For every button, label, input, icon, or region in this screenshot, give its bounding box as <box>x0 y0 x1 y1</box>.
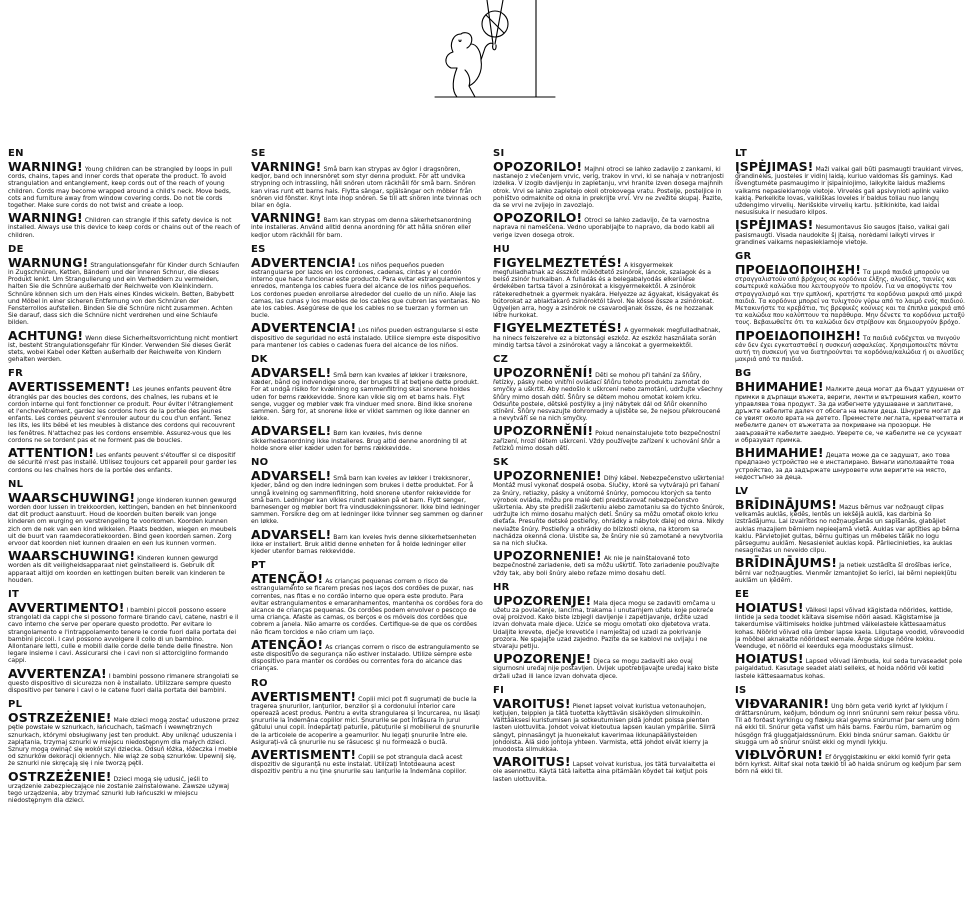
warning-paragraph <box>251 322 483 349</box>
warning-paragraph <box>8 599 240 665</box>
child-reaching-cord-prohibited-illustration <box>415 0 560 112</box>
warning-keyword: AVVERTENZA! <box>8 665 107 681</box>
warning-keyword: ATTENTION! <box>8 445 95 461</box>
warning-keyword: OPOZORILO! <box>493 159 583 174</box>
section-no <box>251 457 483 555</box>
section-dk <box>251 354 483 452</box>
warning-text: As crianças pequenas correm o risco de estrangulamento se ficarem presas nos laços dos cordões de puxar, nas correntes, nas fitas e no cordão interno que opera este produto. Para evitar estrangulamentos e emaranhamentos, mantenha os cordões fora do alcance de crianças pequenas. Os cordões podem envolver o pescoço de uma criança. Afaste as camas, os berços e os móveis dos cordões que cobrem a janela. Não amarre os cordões. Certifique-se de que os cordões não ficam torcidos e não criam um laço. <box>251 578 483 636</box>
warning-paragraph <box>735 557 965 584</box>
section-es <box>251 244 483 349</box>
warning-keyword: ADVERTENCIA! <box>251 320 357 336</box>
warning-paragraph <box>8 768 240 805</box>
warning-text: As crianças correm o risco de estrangulamento se este dispositivo de segurança não estiver instalado. Utilize sempre este dispositivo para manter os cordões ou correntes fora do alcance das crianças. <box>251 643 480 673</box>
warning-text: I bambini piccoli possono essere strangolati da cappi che si possono formare tirando cavi, catene, nastri e il cavo interno che serve per operare questo prodotto. Per evitare lo strangolamento e l'intrappolamento tenere le corde fuori dalla portata dei bambini piccoli. I cavi possono avvolgere il collo di un bambino. Allontanare letti, culle e mobili dalle corde delle tende delle finestre. Non legare insieme i cavi. Assicurarsi che i cavi non si attorciglino formando cappi. <box>8 606 239 665</box>
warning-keyword: VIÐVARANIR! <box>735 695 830 711</box>
warning-text: Ung börn geta verið kyrkt af lykkjum í dráttarsnúrum, keðjum, böndum og innri snúrunni sem rekur þessa vöru. Til að forðast kyrkingu og flækju skal geyma snúrurnar þar sem ung börn ná ekki til. Snúrur geta vafist um háls barns. Færðu rúm, barnarúm og húsgögn frá gluggatjaldssnúrum. Ekki binda snúrur saman. Gakktu úr skugga um að snúrur snúist ekki og myndi lykkju. <box>735 702 960 746</box>
warning-text: Pienet lapset voivat kuristua vetonauhojen, ketjujen, teippien ja tätä tuotetta käyttävän sisäköyden silmukoihin. Välttääksesi kuristumisen ja sotkeutumisen pidä johdot poissa pienten lasten ulottuvilta. Johdot voivat kietoutua lapsen kaulan ympärille. Siirrä sängyt, pinnasängyt ja huonekalut kaverimaa ikkunapäällysteiden johdoista. Älä sido johtoja yhteen. Varmista, että johdot eivät kierry ja muodosta silmukkaa. <box>493 702 716 753</box>
warning-keyword: WARNING! <box>8 159 83 174</box>
language-code: SI <box>493 148 505 159</box>
warning-keyword: ACHTUNG! <box>8 327 84 343</box>
warning-keyword: AVERTISSEMENT! <box>8 379 131 395</box>
warning-text: Mala djeca mogu se zadaviti omčama u užetu za povlačenje, lancima, trakama i unutarnjem užetu koje pokreće ovaj proizvod. Kako biste izbjegli davljenje i zapetljavanje, držite uzad izvan dohvata male djece. Uzice se mogu omotati oko djetetova vrata. Udaljite krevete, dječje krevetiće i namještaj od uzadi za pokrivanje prozora. Ne spajajte uzad zajedno. Pazite da se kablovi ne uvijaju i ne stvaraju petlju. <box>493 599 716 650</box>
language-code: EN <box>8 148 24 159</box>
language-code: FR <box>8 368 24 380</box>
warning-paragraph <box>8 254 240 327</box>
warning-paragraph <box>251 425 483 452</box>
warning-keyword: ADVERTENCIA! <box>251 254 357 270</box>
section-si <box>493 148 725 239</box>
warning-keyword: OSTRZEŻENIE! <box>8 710 112 726</box>
warning-paragraph <box>251 746 483 776</box>
warning-keyword: UPOZORNĚNÍ! <box>493 423 594 439</box>
warning-paragraph <box>251 367 483 422</box>
warning-text: Les enfants peuvent s'étouffer si ce dispositif de sécurité n'est pas installé. Utilisez toujours cet appareil pour garder les cordons ou les chaînes hors de la portée des enfants. <box>8 452 237 474</box>
warning-keyword: ĮSPĖJIMAS! <box>735 217 814 233</box>
language-code: HR <box>493 581 510 593</box>
language-code: GR <box>735 251 752 263</box>
warning-keyword: ADVARSEL! <box>251 468 332 484</box>
warning-paragraph <box>735 496 965 555</box>
language-code: DE <box>8 243 24 255</box>
warning-text: Små barn kan strypas av öglor i dragsnören, kedjor, band och innersnöret som styr denna produkt. För att undvika strypning och intrassling, håll snören utom räckhåll för små barn. Snören kan viras runt ett barns hals. Flytta sängar, spjälsängar och möbler från snören vid fönster. Knyt inte ihop snören. Se till att snören inte tvinnas och bilar en ögla. <box>251 166 482 210</box>
section-pl <box>8 699 240 804</box>
section-fr <box>8 368 240 473</box>
warning-keyword: VIÐLVÖRUN! <box>735 746 824 762</box>
warning-text: A kisgyermekek megfulladhatnak az ésszkőt működtető zsinórok, láncok, szalagok és a belső zsinór hurkaiban. A fulladás és a belegabalyodás elkerülése érdekében tartsa távol a zsinórokat a kisgyermekektől. A zsinórok rátekeredhetnek a gyermek nyakára. Helyezze az ágyakat, kiságyakat és bútorokat az ablaktakaró zsinóroktól távol. Ne kösse össze a zsinórokat. Ügyeljen arra, hogy a zsinórok ne csavarodjanak össze, és ne hozzanak létre hurkokat. <box>493 261 719 320</box>
warning-paragraph <box>8 327 240 364</box>
warning-keyword: HOIATUS! <box>735 599 804 615</box>
warning-text: Nesumontavus šio saugos įtaiso, vaikai gali pasismaugti. Visada naudokite šį įtaisą, norėdami laikyti virves ir grandines vaikams nepasiekiamoje vietoje. <box>735 224 950 246</box>
warning-text: Små barn kan kveles av løkker i trekksnorer, kjeder, bånd og den indre ledningen som brukes i dette produktet. For å unngå kvelning og sammenfiltring, hold snorene utenfor rekkevidde for små barn. Ledninger kan vikles rundt nakken på et barn. Flytt senger, barnesenger og møbler bort fra vindusdekningssnorer. Ikke bind ledninger sammen. Forsikre deg om at ledninger ikke tvinner seg sammen og danner en løkke. <box>251 475 483 526</box>
warning-keyword: AVERTISMENT! <box>251 688 357 704</box>
warning-text: Barn kan kveles hvis denne sikkerhetsenheten ikke er installert. Bruk alltid denne enheten for å holde ledninger eller kjeder utenfor barnas rekkevidde. <box>251 533 477 555</box>
column-2 <box>251 148 483 781</box>
warning-text: Majhni otroci se lahko zadavijo z zankami, ki nastanejo z vlečenjem vrvic, verig, trakov in vrvi, ki se nahaja v notranjosti izdelka. V izogib davljenju in zapletanju, vrvi hranite izven dosega majhnih otrok. Vrvi se lahko zapletejo okoli otrokovega vratu. Postelje, posteljice in pohištvo odmaknite od okna in prekrijte vrvi. Vrv ne zvežite skupaj. Pazite, da se vrvi ne zvijejo in zavozlajo. <box>493 166 724 210</box>
warning-keyword: HOIATUS! <box>735 651 804 667</box>
warning-paragraph <box>8 712 240 767</box>
warning-paragraph <box>8 161 240 209</box>
language-code: CZ <box>493 354 509 366</box>
warning-text: A gyermekek megfulladhatnak, ha ninecs felszerelve ez a biztonsági eszköz. Az eszköz használata során mindig tartsa távol a zsinórokat vagy a láncokat a gyermekektől. <box>493 327 721 349</box>
language-code: NL <box>8 478 24 490</box>
warning-keyword: ADVARSEL! <box>251 423 332 439</box>
section-lv <box>735 486 965 584</box>
warning-paragraph <box>493 322 725 349</box>
warning-keyword: VAROITUS! <box>493 754 571 770</box>
warning-text: Copiii se pot strangula dacă acest dispozitiv de siguranță nu este instalat. Utilizați întotdeauna acest dispozitiv pentru a nu ține șnururile sau lanțurile la îndemâna copiilor. <box>251 753 467 776</box>
warning-keyword: ΠΡΟΕΙΔΟΠΟΙΗΣΗ! <box>735 262 862 278</box>
warning-keyword: UPOZORENJE! <box>493 651 592 667</box>
warning-text: Wenn diese Sicherheitsvorrichtung nicht montiert ist, besteht Strangulationsgefahr für Kinder. Verwenden Sie dieses Gerät stets, wobei Kabel oder Ketten außerhalb der Reichweite von Kindern gehalten werden. <box>8 334 238 364</box>
section-bg <box>735 368 965 480</box>
warning-text: Τα μικρά παιδιά μπορούν να στραγγαλιστούν από βρόχους σε κορδόνια έλξης, αλυσίδες, ταινίες και εσωτερικά καλώδια που λειτουργούν το προϊόν. Για να αποφύγετε τον στραγγαλισμό και την εμπλοκή, κρατήστε τα κορδόνια μακριά από μικρά παιδιά. Τα κορδόνια μπορεί να τυλιχτούν γύρω από το λαιμό ενός παιδιού. Μετακινήστε τα κρεβάτια, τις βρεφικές κούνιες και τα έπιπλα μακριά από τα καλώδια που καλύπτουν τα παράθυρα. Μην δένετε τα κορδόνια μεταξύ τους. Βεβαιωθείτε ότι τα καλώδια δεν στρίβουν και δημιουργούν βρόχο. <box>735 269 965 327</box>
warning-text: Dlhý kábel. Nebezpečenstvo uškrtenia! Montáž musí vykonať dospelá osoba. Slučky, ktoré sa vytvárajú pri ťahaní za šnúry, retiazky, pásky a vnútorné šnúrky, pomocou ktorých sa tento výrobok ovláda, môžu pre malé deti predstavovať nebezpečenstvo uškrtenia. Aby ste predišli zaškrteniu alebo zamotaniu sa do týchto šnúrok, udržujte ich mimo dosahu malých detí. Šnúry sa môžu omotať okolo krku dieťaťa. Presuňte detské postieľky, ohrádky a nábytok ďalej od okna. Nikdy neviažte šnúry. Postieľky a ohrádky do blízkosti okna, na ktorom sa nachádza okenná clona. Uistite sa, že šnúry nie sú zamotané a nevytvorila sa na nich slučka. <box>493 475 725 547</box>
warning-paragraph <box>735 219 965 246</box>
warning-keyword: UPOZORNENIE! <box>493 548 602 564</box>
warning-keyword: ВНИМАНИЕ! <box>735 445 824 461</box>
warning-paragraph <box>8 447 240 474</box>
section-sk <box>493 457 725 577</box>
warning-keyword: UPOZORNĚNÍ! <box>493 365 594 381</box>
warning-text: Young children can be strangled by loops in pull cords, chains, tapes and inner cords that operate the product. To avoid strangulation and entanglement, keep cords out of the reach of young children. Cords may become wrapped around a child's neck. Move beds, cots and furniture away from window covering cords. Do not tie cords together. Make sure cords do not twist and create a loop. <box>8 166 232 210</box>
warning-paragraph <box>735 746 965 776</box>
warning-paragraph <box>251 636 483 673</box>
warning-paragraph <box>493 592 725 650</box>
warning-keyword: FIGYELMEZTETÉS! <box>493 254 623 270</box>
warning-text: I bambini possono rimanere strangolati se questo dispositivo di sicurezza non è installato. Utilizzare sempre questo dispositivo per tenere i cavi o le catene fuori dalla portata dei bambini. <box>8 672 239 694</box>
section-ro <box>251 678 483 776</box>
warning-text: Barn kan strypas om denna säkerhetsanordning inte installeras. Använd alltid denna anordning för att hålla snören eller kedjor utom räckhåll för barn. <box>251 217 472 239</box>
warning-text: Copiii mici pot fi sugrumați de bucle la tragerea șnururilor, lanțurilor, benzilor și a cordonului interior care operează acest produs. Pentru a evita strangularea și încurcarea, nu lăsați șnururile la îndemâna copiilor mici. Șnururile se pot înfășura în jurul gâtului unui copil. Îndepărtați paturile, pătuțurile și mobilierul de șnururile de la articolele de acoperire a geamurilor. Nu legați șnururile între ele. Asigurați-vă că șnururile nu se răsucesc și nu formează o buclă. <box>251 695 480 746</box>
section-gr <box>735 251 965 363</box>
warning-paragraph <box>735 161 965 216</box>
language-code: SK <box>493 457 509 469</box>
section-is <box>735 685 965 776</box>
warning-text: Ak nie je nainštalované toto bezpečnostné zariadenie, deti sa môžu uškrtiť. Toto zariadenie používajte vždy tak, aby boli šnúry alebo reťaze mimo dosahu detí. <box>493 555 720 577</box>
warning-keyword: ADVARSEL! <box>251 365 332 381</box>
section-nl <box>8 479 240 584</box>
warning-paragraph <box>251 254 483 320</box>
warning-keyword: AVERTISMENT! <box>251 746 357 762</box>
warning-text: Ja netiek uzstādīta šī drošības ierīce, bērni var nožņaugties. Vienmēr izmantojiet šo ierīci, lai bērni nepiekļūtu auklām un ķēdēm. <box>735 562 957 584</box>
language-code: RO <box>251 677 268 689</box>
warning-text: Децата може да се задушат, ако това предпазно устройство не е инсталирано. Винаги използвайте това устройство, за да задържате шнуровете или веригите на място, недостъпно за деца. <box>735 452 955 481</box>
warning-text: Väikesi lapsi võivad kägistada nöörides, kettide, lintide ja seda toodet käitava sisemise nööri aasad. Kägistamise ja takerdumise vältimiseks hoidke juhtmed väikelastele kättesaamatus kohas. Nöörid võivad olla ümber lapse kaela. Liigutage voodid, võrevoodid ja mööbel aknakatte nööridest eemale. Ärge siduge nööre kokku. Veenduge, et nöörid ei keerduks ega moodustaks silmust. <box>735 606 965 650</box>
warning-keyword: BRĪDINĀJUMS! <box>735 496 838 512</box>
language-code: FI <box>493 684 505 696</box>
warning-keyword: ADVARSEL! <box>251 526 332 542</box>
warning-keyword: ΠΡΟΕΙΔΟΠΟΙΗΣΗ! <box>735 327 862 343</box>
column-1 <box>8 148 240 809</box>
language-code: BG <box>735 368 752 380</box>
warning-keyword: ĮSPĖJIMAS! <box>735 159 814 174</box>
warning-paragraph <box>251 212 483 239</box>
warning-paragraph <box>8 212 240 239</box>
warning-text: Lapsed võivad lämbuda, kui seda turvaseadet pole paigaldatud. Kasutage seadet alati selleks, et hoida nöörid või ketid lastele kättesaamatus kohas. <box>735 658 963 680</box>
warning-text: Djeca se mogu zadaviti ako ovaj sigurnosni uređaj nije postavljen. Uvijek upotrebljavajte uređaj kako biste držali užad ili lance izvan dohvata djece. <box>493 658 719 680</box>
section-pt <box>251 560 483 672</box>
warning-paragraph <box>493 695 725 753</box>
warning-text: Los niños pequeños pueden estrangularse por lazos en los cordones, cadenas, cintas y el cordón interno que hace funcionar este producto. Para evitar estrangulamientos y enredos, mantenga los cables fuera del alcance de los niños pequeños. Los cordones pueden enrollarse alrededor del cuello de un niño. Aleje las camas, las cunas y los muebles de los cables que cubren las ventanas. No ate los cables. Asegúrese de que los cables no se tuerzan y formen un bucle. <box>251 261 481 320</box>
section-ee <box>735 589 965 680</box>
warning-keyword: VAROITUS! <box>493 695 571 711</box>
warning-text: Pokud nenainstalujete toto bezpečnostní zařízení, hrozí dětem uškrcení. Vždy používejte zařízení k uchování šňůr a řetízků mimo dosah dětí. <box>493 430 721 452</box>
warning-paragraph <box>493 161 725 209</box>
warning-text: Τα παιδιά ενδέχεται να πνιγούν εάν δεν έχει εγκατασταθεί η συσκευή ασφαλείας. Χρησιμοποιείτε πάντα αυτή τη συσκευή για να διατηρούνται τα κορδόνια/καλώδια ή οι αλυσίδες μακριά από τα παιδιά. <box>735 334 965 364</box>
warning-paragraph <box>8 550 240 584</box>
warning-keyword: BRĪDINĀJUMS! <box>735 555 838 571</box>
warning-paragraph <box>493 653 725 680</box>
warning-text: Les jeunes enfants peuvent être étranglés par des boucles des cordons, des chaînes, les rubans et le cordon interne qui font fonctionner ce produit. Pour éviter l'étranglement et l'enchevêtrement, gardez les cordons hors de la portée des jeunes enfants. Les cordes peuvent s'enrouler autour du cou d'un enfant. Tenez les lits, les lits bébé et les meubles à distance des cordons qui recouvrent les fenêtres. N'attachez pas les cordons ensemble. Assurez-vous que les cordons ne se tordent pas et ne forment pas de boucles. <box>8 386 235 444</box>
language-code: ES <box>251 243 266 255</box>
warning-keyword: FIGYELMEZTETÉS! <box>493 320 623 336</box>
language-code: IT <box>8 588 20 600</box>
language-code: IS <box>735 684 747 696</box>
section-hr <box>493 582 725 680</box>
warning-text: Mazus bērnus var nožņaugt cilpas velkamās auklās, ķēdēs, lentēs un iekšējā auklā, kas darbina šo izstrādājumu. Lai izvairītos no nožņaugšanās un sapīšanās, glabājiet auklas mazajiem bērniem nepieejamā vietā. Auklas var aptīties ap bērna kaklu. Pārvietojiet gultas, bērnu gultiņas un mēbeles tālāk no logu pārsegumu auklām. Nesasieniet auklas kopā. Pārliecinieties, ka auklas nesagriežas un neveido cilpu. <box>735 503 960 555</box>
warning-text: Děti se mohou při tahání za šňůry, řetízky, pásky nebo vnitřní ovládací šňůru tohoto produktu zamotat do smyčky a uškrtit. Aby nedošlo k uškrcení nebo zamotání, udržujte všechny šňůry mimo dosah dětí. Šňůry se dětem mohou omotat kolem krku. Odsuňte postele, dětské postýlky a jiný nábytek dál od šňůr okenního stínění. Šňůry nesvazujte dohromady a ujistěte se, že nejsou překroucené a nevytváří se na nich smyčky. <box>493 372 723 423</box>
language-code: PL <box>8 699 23 711</box>
warning-paragraph <box>735 327 965 364</box>
language-code: EE <box>735 588 750 600</box>
warning-paragraph <box>8 489 240 547</box>
warning-text: Strangulationsgefahr für Kinder durch Schlaufen in Zugschnüren, Ketten, Bändern und der inneren Schnur, die dieses Produkt lenkt. Um Strangulierung und ein Verheddern zu vermeiden, halten Sie die Schnüre außerhalb der Reichweite von Kleinkindern. Schnüre können sich um den Hals eines Kindes wickeln. Betten, Babybett und Möbel in einer sicheren Entfernung von den Schnüren der Fensterrollos aufstellen. Binden Sie die Schnüre nicht zusammen. Achten Sie darauf, dass sich die Schnüre nicht verdrehen und eine Schlaufe bilden. <box>8 261 240 327</box>
section-en <box>8 148 240 239</box>
warning-keyword: UPOZORENJE! <box>493 592 592 608</box>
warning-text: Dzieci mogą się udusić, jeśli to urządzenie zabezpieczające nie zostanie zainstalowane. Zawsze używaj tego urządzenia, aby trzymać sznurki lub łańcuszki w miejscu niedostępnym dla dzieci. <box>8 775 229 805</box>
warning-paragraph <box>493 367 725 422</box>
warning-text: Lapset voivat kuristua, jos tätä turvalaitetta ei ole asennettu. Käytä tätä laitetta aina pitämään köydet tai ketjut pois lasten ulottuvilta. <box>493 761 716 783</box>
warning-text: Børn kan kvæles, hvis denne sikkerhedsanordning ikke installeres. Brug altid denne anordning til at holde snore eller kæder uden for børns rækkevidde. <box>251 430 467 452</box>
warning-text: Maži vaikai gali būti pasmaugti traukiant virves, grandinėles, juosteles ir vidinį laidą, kuriuo valdomas šis gaminys. Kad išvengtumėte pasmaugimo ir įsipainiojimo, laikykite laidus mažiems vaikams nepasiekiamoje vietoje. Virvelės gali apsivynioti aplink vaiko kaklą. Perkelkite lovas, vaikiškas loveles ir baldus toliau nuo langų uždengimo virvelių. Nerišskite virvelių kartu. Įsitikinkite, kad laidai nesusisuka ir nesudaro kilpos. <box>735 166 964 217</box>
warning-keyword: AVVERTIMENTO! <box>8 599 125 615</box>
warning-text: Små børn kan kvæles af løkker i træksnore, kæder, bånd og indvendige snore, der bruges til at betjene dette produkt. For at undgå risiko for kvælning og sammenfiltring skal snorene holdes uden for børns rækkevidde. Snore kan vikle sig om et barns hals. Flyt senge, vugger og møbler væk fra vinduer med snore. Bind ikke snorene sammen. Sørg for, at snorene ikke er viklet sammen og ikke danner en løkke. <box>251 372 479 423</box>
warning-keyword: OPOZORILO! <box>493 210 583 226</box>
warning-paragraph <box>735 695 965 746</box>
warning-text: Малките деца могат да бъдат удушени от примки в дърпащи въжета, вериги, ленти и вътрешния кабел, които управлява това продукт. За да избегнете удушаване и заплитане, дръжте кабелите далеч от обсега на малки деца. Шнурите могат да се увият около врата на детето. Преместете леглата, креватчетата и мебелите далеч от въжетата за покриване на прозорци. Не завързвайте кабелите заедно. Уверете се, че кабелите не се усукват и образуват примка. <box>735 386 965 444</box>
warning-paragraph <box>251 573 483 636</box>
warning-paragraph <box>8 665 240 695</box>
warning-text: Jonge kinderen kunnen gewurgd worden door lussen in trekkoorden, kettingen, banden en het binnenkoord dat dit product aanstuurt. Houd de koorden buiten bereik van jonge kinderen om wurging en verstrengeling te voorkomen. Koorden kunnen zich om de nek van een kind wikkelen. Plaats bedden, wiegen en meubels uit de buurt van raamdecoratiekoorden. Bind geen koorden samen. Zorg ervoor dat koorden niet kunnen draaien en een lus kunnen vormen. <box>8 496 237 547</box>
warning-keyword: ВНИМАНИЕ! <box>735 379 824 395</box>
language-code: NO <box>251 457 269 469</box>
section-it <box>8 589 240 694</box>
warning-keyword: VARNING! <box>251 159 322 174</box>
warning-keyword: WAARSCHUWING! <box>8 489 136 505</box>
warning-paragraph <box>493 756 725 783</box>
section-de <box>8 244 240 364</box>
language-code: PT <box>251 560 266 572</box>
language-code: LT <box>735 148 748 159</box>
language-code: DK <box>251 354 268 366</box>
warning-text: Ef öryggistækinu er ekki komið fyrir geta börn kyrkst. Alltaf skal nota tækið til að halda snúrum og keðjum þar sem börn ná ekki til. <box>735 753 962 776</box>
warning-paragraph <box>735 599 965 650</box>
warning-keyword: ATENÇÃO! <box>251 636 324 652</box>
warning-paragraph <box>493 212 725 239</box>
language-code: SE <box>251 148 266 159</box>
warning-paragraph <box>735 381 965 444</box>
warning-paragraph <box>251 161 483 209</box>
column-4 <box>735 148 965 781</box>
section-se <box>251 148 483 239</box>
section-cz <box>493 354 725 452</box>
language-code: HU <box>493 243 511 255</box>
column-3 <box>493 148 725 788</box>
warning-text: Otroci se lahko zadavijo, če ta varnostna naprava ni nameščena. Vedno uporabljajte to napravo, da bodo kabli ali verige izven dosega otrok. <box>493 217 715 239</box>
warning-keyword: VARNING! <box>251 210 322 226</box>
warning-paragraph <box>8 381 240 444</box>
warning-keyword: OSTRZEŻENIE! <box>8 768 112 784</box>
warning-text: Kinderen kunnen gewurgd worden als dit veiligheidsapparaat niet geïnstalleerd is. Gebruik dit apparaat altijd om koorden en kettingen buiten bereik van kinderen te houden. <box>8 555 225 584</box>
warning-paragraph <box>251 526 483 556</box>
section-lt <box>735 148 965 246</box>
warning-keyword: ATENÇÃO! <box>251 571 324 587</box>
warning-text: Małe dzieci mogą zostać uduszone przez pętle powstałe w sznurkach, łańcuchach, taśmach i wewnętrznych sznurkach, którymi obsługiwany jest ten produkt. Aby uniknąć uduszenia i zaplątania, trzymaj sznurki w miejscu niedostępnym dla małych dzieci. Sznury mogą owinąć się wokół szyi dziecka. Odsuń łóżka, łóżeczka i meble od sznurków dekoracji okiennych. Nie wiąż ze sobą sznurków. Upewnij się, że sznurki nie skręcają się i nie tworzą pętli. <box>8 717 239 768</box>
warning-paragraph <box>251 470 483 525</box>
warning-paragraph <box>735 264 965 327</box>
warning-paragraph <box>735 447 965 481</box>
warning-keyword: WARNING! <box>8 210 83 226</box>
section-hu <box>493 244 725 349</box>
warning-keyword: WAARSCHUWING! <box>8 548 136 564</box>
warning-text: Los niños pueden estrangularse si este dispositivo de seguridad no está instalado. Utilice siempre este dispositivo para mantener los cables o cadenas fuera del alcance de los niños. <box>251 327 481 349</box>
warning-paragraph <box>493 254 725 320</box>
warning-paragraph <box>493 470 725 547</box>
warning-keyword: UPOZORNENIE! <box>493 468 602 484</box>
language-code: LV <box>735 485 749 497</box>
warning-paragraph <box>493 425 725 452</box>
warning-paragraph <box>251 688 483 746</box>
warning-text: Children can strangle if this safety device is not installed. Always use this device to keep cords or chains out of the reach of children. <box>8 217 240 239</box>
warning-paragraph <box>493 550 725 577</box>
warning-paragraph <box>735 653 965 680</box>
section-fi <box>493 685 725 783</box>
warning-keyword: WARNUNG! <box>8 254 89 270</box>
